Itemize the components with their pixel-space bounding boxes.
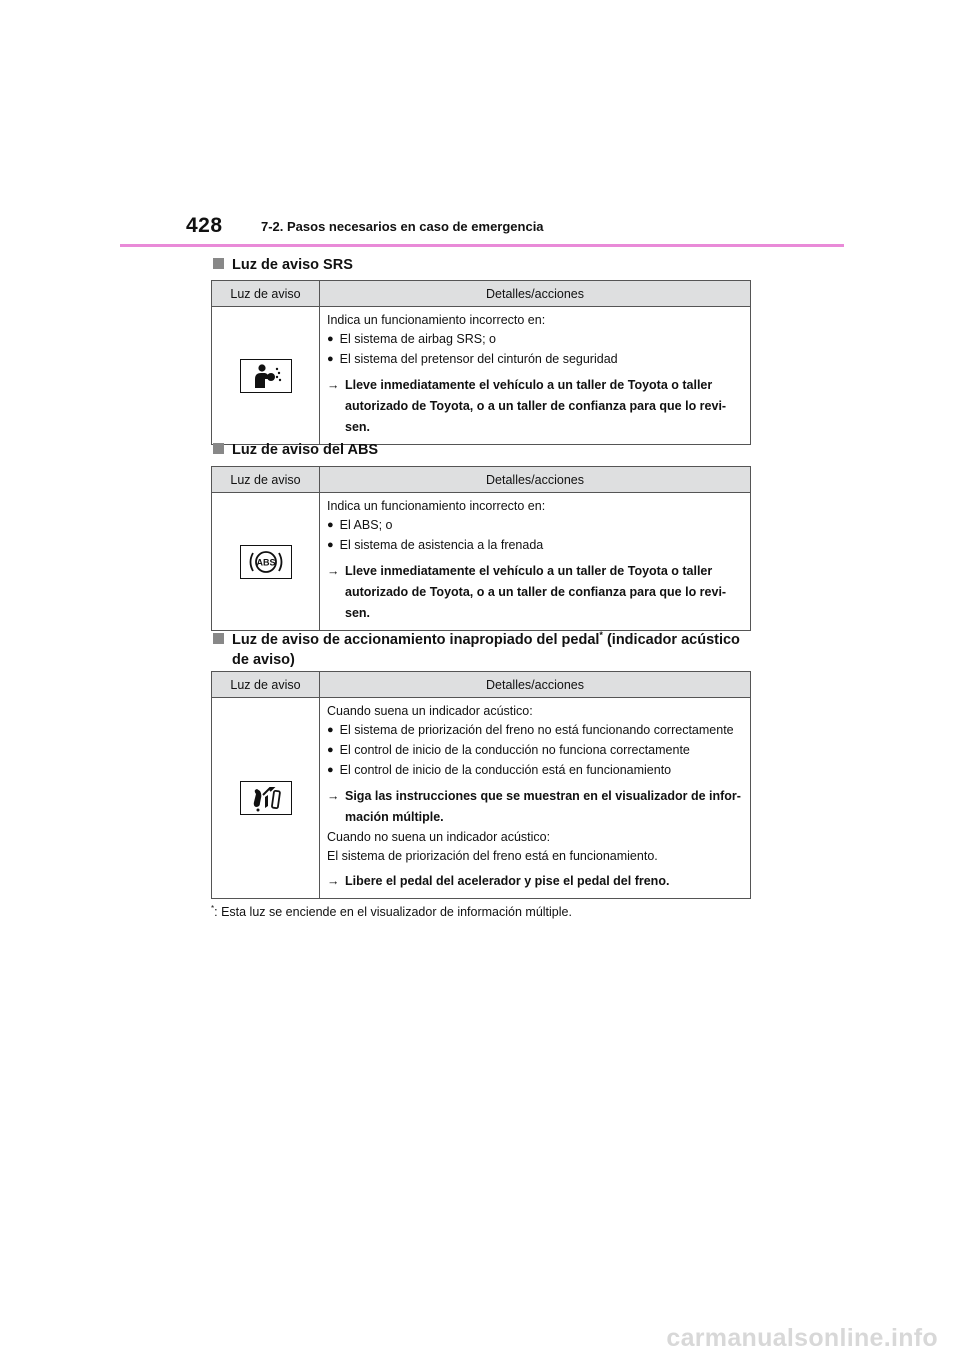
pedal-heading-text: Luz de aviso de accionamiento inapropiado del pedal [232, 631, 600, 648]
pedal-no-sound-text: El sistema de priorización del freno está en funcionamiento. [327, 849, 658, 863]
action-line: mación múltiple. [345, 810, 444, 824]
srs-action [327, 375, 744, 438]
pedal-action-2 [327, 871, 744, 892]
col-header-light: Luz de aviso [212, 467, 320, 493]
list-item: ● El sistema de asistencia a la frenada [327, 536, 744, 556]
action-line: sen. [345, 420, 371, 434]
footnote-mark: * [599, 630, 603, 640]
abs-action [327, 561, 744, 624]
section-title: 7-2. Pasos necesarios en caso de emergencia [261, 219, 544, 234]
srs-heading-text: Luz de aviso SRS [232, 257, 353, 273]
table-row [212, 698, 751, 899]
list-item: ● El sistema de priorización del freno no está funcionando correctamente [327, 721, 744, 741]
airbag-warning-icon [240, 359, 292, 393]
col-header-details: Detalles/acciones [320, 281, 751, 307]
abs-heading-text: Luz de aviso del ABS [232, 442, 379, 458]
page-number: 428 [186, 214, 223, 237]
details-cell [320, 698, 751, 899]
list-item: ● El control de inicio de la conducción está en funcionamiento [327, 761, 744, 781]
square-bullet-icon [213, 258, 224, 269]
action-line: Siga las instrucciones que se muestran en el visualizador de infor- [345, 789, 741, 803]
abs-intro: Indica un funcionamiento incorrecto en: [327, 499, 546, 513]
pedal-heading-tail: (indicador acústico [602, 631, 740, 648]
srs-heading [213, 255, 353, 275]
action-line: sen. [345, 606, 371, 620]
footnote-text: : Esta luz se enciende en el visualizador de información múltiple. [214, 905, 572, 920]
col-header-details: Detalles/acciones [320, 672, 751, 698]
pedal-action-1 [327, 786, 744, 828]
pedal-heading-line2: de aviso) [232, 651, 295, 668]
col-header-light: Luz de aviso [212, 672, 320, 698]
abs-warning-icon [240, 545, 292, 579]
icon-cell [212, 307, 320, 445]
list-item: ● El sistema del pretensor del cinturón de seguridad [327, 350, 744, 370]
footnote [211, 904, 572, 919]
details-cell [320, 307, 751, 445]
table-header-row [212, 467, 751, 493]
srs-table [211, 280, 751, 445]
table-header-row [212, 281, 751, 307]
icon-cell [212, 698, 320, 899]
pedal-heading [213, 625, 740, 670]
footnote-mark: * [211, 904, 215, 913]
arrow-icon: → [327, 564, 340, 578]
pedal-no-sound-intro: Cuando no suena un indicador acústico: [327, 830, 551, 844]
srs-intro: Indica un funcionamiento incorrecto en: [327, 313, 546, 327]
arrow-icon: → [327, 378, 340, 392]
pedal-warning-icon [240, 781, 292, 815]
icon-cell [212, 493, 320, 631]
abs-heading [213, 440, 378, 460]
abs-table [211, 466, 751, 631]
col-header-details: Detalles/acciones [320, 467, 751, 493]
pedal-intro: Cuando suena un indicador acústico: [327, 704, 533, 718]
action-line: Libere el pedal del acelerador y pise el pedal del freno. [345, 874, 670, 888]
action-line: autorizado de Toyota, o a un taller de confianza para que lo revi- [345, 585, 727, 599]
arrow-icon: → [327, 874, 340, 888]
action-line: autorizado de Toyota, o a un taller de confianza para que lo revi- [345, 399, 727, 413]
table-row [212, 307, 751, 445]
list-item: ● El sistema de airbag SRS; o [327, 330, 744, 350]
square-bullet-icon [213, 443, 224, 454]
watermark[interactable]: carmanualsonline.info [666, 1324, 938, 1352]
header-rule [120, 244, 844, 247]
table-header-row [212, 672, 751, 698]
list-item: ● El ABS; o [327, 516, 744, 536]
square-bullet-icon [213, 633, 224, 644]
action-line: Lleve inmediatamente el vehículo a un taller de Toyota o taller [345, 564, 713, 578]
pedal-table [211, 671, 751, 899]
col-header-light: Luz de aviso [212, 281, 320, 307]
list-item: ● El control de inicio de la conducción no funciona correctamente [327, 741, 744, 761]
details-cell [320, 493, 751, 631]
action-line: Lleve inmediatamente el vehículo a un taller de Toyota o taller [345, 378, 713, 392]
table-row [212, 493, 751, 631]
arrow-icon: → [327, 789, 340, 803]
abs-icon-text: ABS [255, 557, 276, 567]
